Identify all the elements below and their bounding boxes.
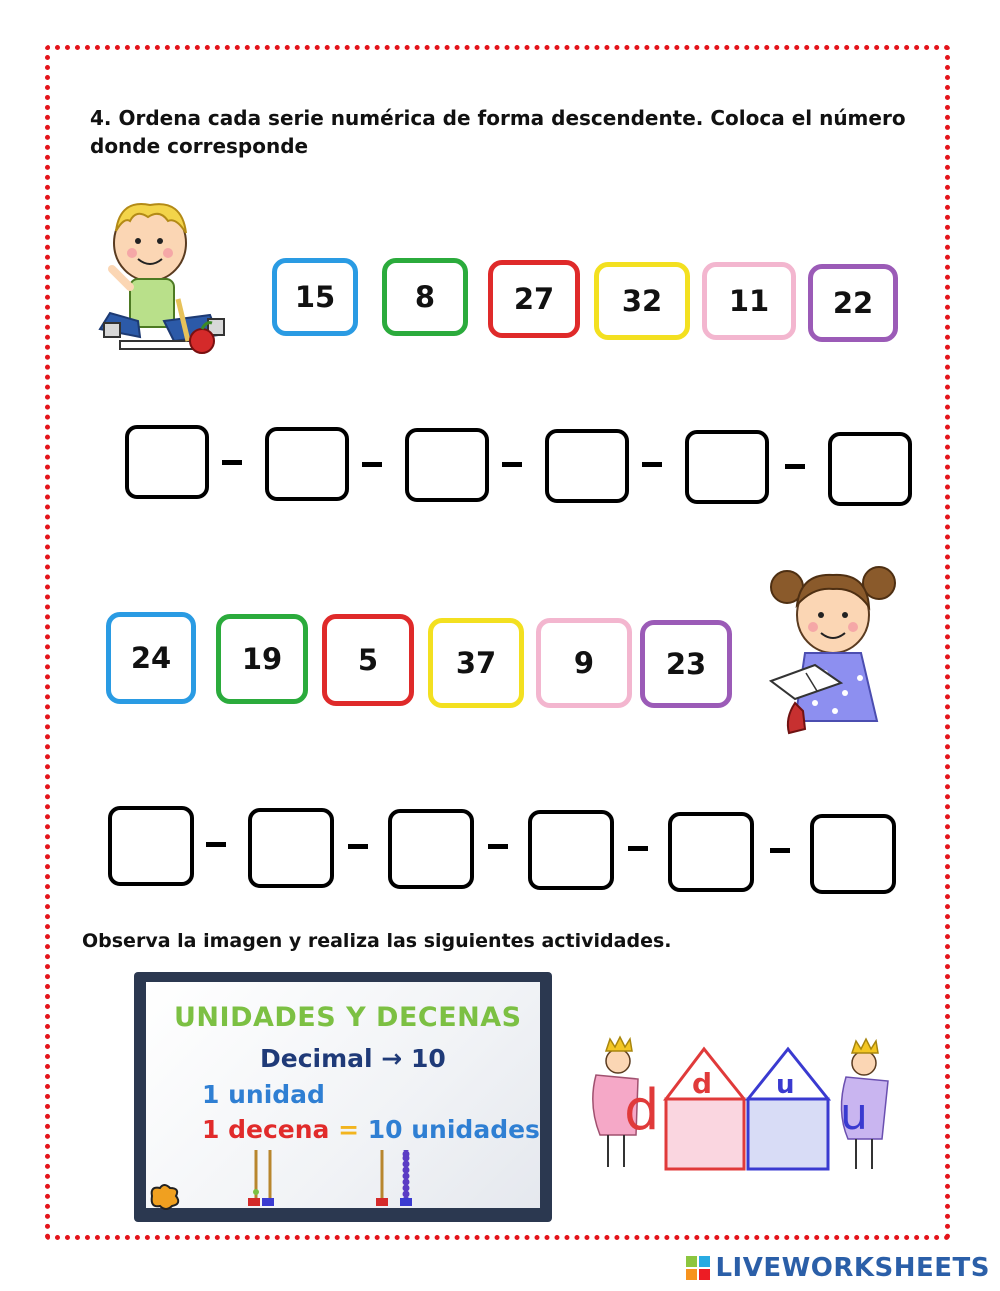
board-surface (146, 982, 540, 1208)
board-unit-line: 1 unidad (202, 1080, 325, 1109)
dash-separator (502, 462, 522, 467)
number-card[interactable]: 32 (594, 262, 690, 340)
answer-box[interactable] (405, 428, 489, 502)
abacus-rods-graphic (236, 1150, 436, 1210)
board-equals: = (329, 1115, 368, 1144)
number-card[interactable]: 24 (106, 612, 196, 704)
house-d-letter: d (692, 1067, 713, 1100)
answer-box[interactable] (668, 812, 754, 892)
board-ten-value: 10 unidades (367, 1115, 540, 1144)
board-title: UNIDADES Y DECENAS (174, 1002, 522, 1033)
house-u-letter: u (776, 1070, 795, 1100)
logo-text: LIVEWORKSHEETS (715, 1253, 990, 1283)
answer-box[interactable] (248, 808, 334, 888)
dash-separator (348, 844, 368, 849)
dash-separator (770, 848, 790, 853)
board-ten-label: 1 decena (202, 1115, 330, 1144)
number-card[interactable]: 22 (808, 264, 898, 342)
dash-separator (206, 842, 226, 847)
dash-separator (785, 464, 805, 469)
answer-box[interactable] (810, 814, 896, 894)
tens-units-houses-illustration (578, 1035, 908, 1175)
answer-box[interactable] (545, 429, 629, 503)
dash-separator (488, 844, 508, 849)
answer-box[interactable] (685, 430, 769, 504)
answer-box[interactable] (125, 425, 209, 499)
figure-u-letter: u (840, 1089, 868, 1140)
exercise-title: 4. Ordena cada serie numérica de forma descendente. Coloca el número donde corresponde (90, 106, 906, 158)
answer-box[interactable] (265, 427, 349, 501)
number-card[interactable]: 8 (382, 258, 468, 336)
dash-separator (222, 460, 242, 465)
girl-reading-illustration (765, 553, 905, 738)
dash-separator (628, 846, 648, 851)
boy-reading-illustration (90, 195, 235, 360)
number-card[interactable]: 19 (216, 614, 308, 704)
answer-box[interactable] (528, 810, 614, 890)
number-card[interactable]: 37 (428, 618, 524, 708)
dash-separator (642, 462, 662, 467)
figure-d-letter: d (624, 1078, 660, 1143)
answer-box[interactable] (388, 809, 474, 889)
answer-box[interactable] (828, 432, 912, 506)
dash-separator (362, 462, 382, 467)
number-card[interactable]: 23 (640, 620, 732, 708)
board-decimal-line: Decimal → 10 (260, 1044, 446, 1073)
answer-box[interactable] (108, 806, 194, 886)
number-card[interactable]: 15 (272, 258, 358, 336)
liveworksheets-logo[interactable] (685, 1253, 990, 1283)
instruction-text: Observa la imagen y realiza las siguientes actividades. (82, 930, 672, 952)
blackboard-image (134, 972, 552, 1222)
number-card[interactable]: 27 (488, 260, 580, 338)
number-card[interactable]: 11 (702, 262, 796, 340)
splat-icon (146, 1182, 182, 1212)
number-card[interactable]: 9 (536, 618, 632, 708)
number-card[interactable]: 5 (322, 614, 414, 706)
board-ten-line (202, 1115, 540, 1144)
liveworksheets-logo-icon (685, 1255, 711, 1281)
